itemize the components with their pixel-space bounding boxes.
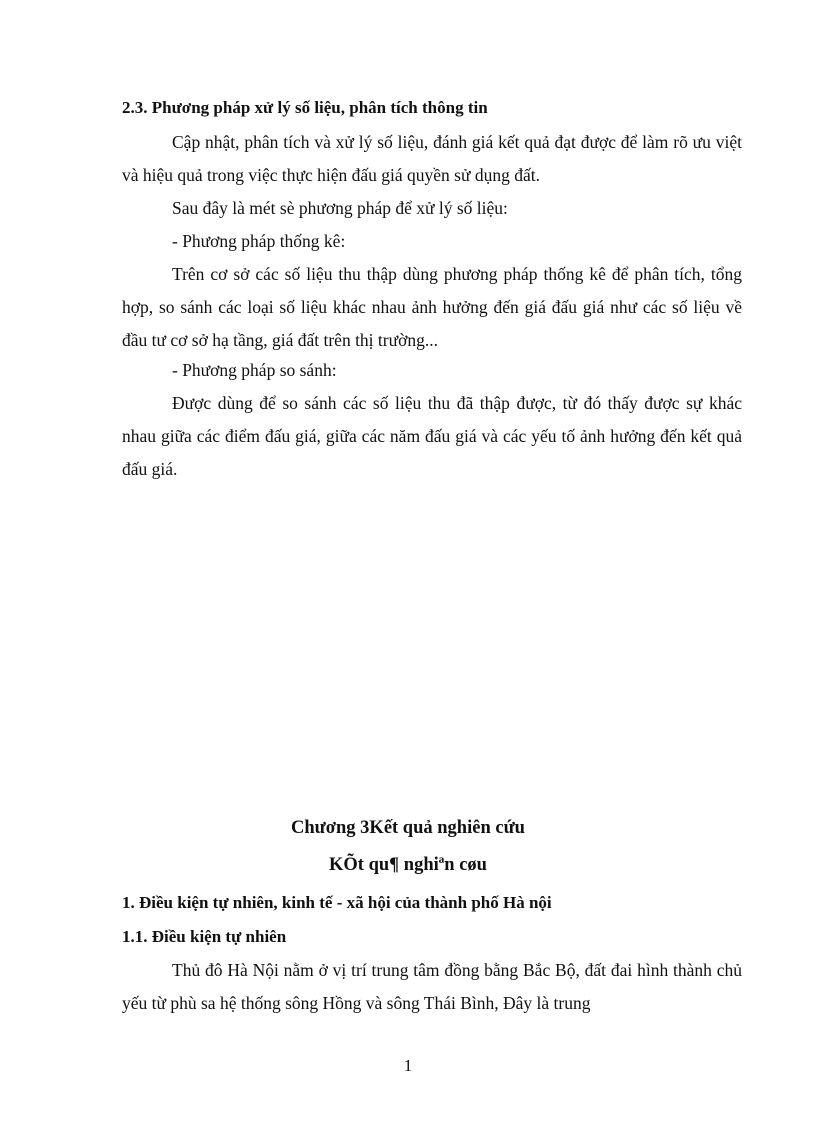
section-heading-2-3: 2.3. Phương pháp xử lý số liệu, phân tích thông tin xyxy=(122,98,488,117)
paragraph-hanoi-location: Thủ đô Hà Nội nằm ở vị trí trung tâm đồng bằng Bắc Bộ, đất đai hình thành chủ yếu từ phù sa hệ thống sông Hồng và sông Thái Bình, Đây là trung xyxy=(122,960,742,1013)
heading-natural-conditions: 1.1. Điều kiện tự nhiên xyxy=(122,927,287,946)
page-number: 1 xyxy=(403,1056,413,1075)
bullet-comparison-method: - Phương pháp so sánh: xyxy=(172,360,337,380)
heading-natural-socioeconomic-conditions: 1. Điều kiện tự nhiên, kinh tế - xã hội của thành phố Hà nội xyxy=(122,893,552,912)
paragraph-methods-intro: Sau đây là mét sè phương pháp để xử lý số liệu: xyxy=(172,198,508,218)
chapter-title: Chương 3Kết quả nghiên cứu xyxy=(291,818,525,838)
paragraph-comparison-method: Được dùng để so sánh các số liệu thu đã thập được, từ đó thấy được sự khác nhau giữa các điểm đấu giá, giữa các năm đấu giá và các yếu tố ảnh hưởng đến kết quả đấu giá. xyxy=(122,393,742,479)
paragraph-statistical-method: Trên cơ sở các số liệu thu thập dùng phương pháp thống kê để phân tích, tổng hợp, so sánh các loại số liệu khác nhau ảnh hưởng đến giá đấu giá như các số liệu về đầu tư cơ sở hạ tầng, giá đất trên thị trường... xyxy=(122,264,742,350)
chapter-title-garbled: KÕt qu¶ nghiªn cøu xyxy=(329,855,487,875)
bullet-statistical-method: - Phương pháp thống kê: xyxy=(172,231,346,251)
paragraph-update-analysis: Cập nhật, phân tích và xử lý số liệu, đánh giá kết quả đạt được để làm rõ ưu việt và hiệu quả trong việc thực hiện đấu giá quyền sử dụng đất. xyxy=(122,132,742,185)
